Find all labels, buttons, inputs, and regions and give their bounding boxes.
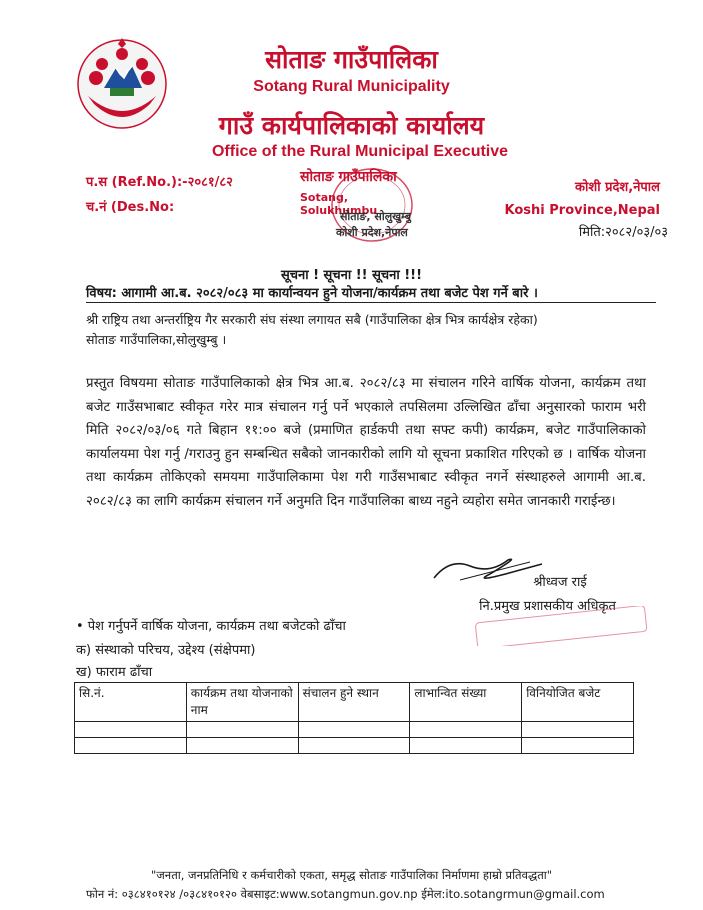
appendix-item-kha: ख) फाराम ढाँचा [76,665,153,680]
province-np: कोशी प्रदेश,नेपाल [575,180,660,195]
notice-body: प्रस्तुत विषयमा सोताङ गाउँपालिकाको क्षेत्र भित्र आ.ब. २०८२/८३ मा संचालन गरिने वार्षिक योजना, कार्यक्रम तथा बजेट गाउँसभाबाट स्वीकृत गरेर मात्र संचालन गर्नु पर्ने भएकाले तपसिलमा उल्लिखित ढाँचा अनुसारको फाराम भरी मिति २०८२/०३/०६ गते बिहान ११:०० बजे (प्रमाणित हार्डकपी तथा सफ्ट कपी) कार्यक्रम, बजेट गाउँपालिकाको कार्यालयमा पेश गर्नु /गराउनु हुन सम्बन्धित सबैको जानकारीको लागि यो सूचना प्रकाशित गरिएको छ । वार्षिक योजना तथा कार्यक्रम तोकिएको समयमा गाउँपालिकामा पेश गरी गाउँसभाबाट स्वीकृत नगर्ने संस्थाहरुले आगामी आ.ब. २०८२/८३ का लागि कार्यक्रम संचालन गर्ने अनुमति दिन गाउँपालिका बाध्य नहुने व्यहोरा समेत जानकारी गराईन्छ। [86,376,646,509]
ref-number: प.स (Ref.No.):-२०८१/८२ [86,175,233,190]
office-name-np: गाउँ कार्यपालिकाको कार्यालय [218,111,485,140]
signatory-name: श्रीध्वज राई [533,575,587,590]
dispatch-number: च.नं (Des.No: [86,200,175,215]
office-stamp [300,165,418,245]
issue-date: मिति:२०८२/०३/०३ [578,225,668,240]
stamp-line-3: सोताङ, सोलुखुम्बु [340,210,412,223]
table-row [75,722,634,738]
municipality-name-np: सोताङ गाउँपालिका [265,45,438,74]
col-header-program: कार्यक्रम तथा योजनाको नाम [186,683,298,722]
addressee-line-2: सोताङ गाउँपालिका,सोलुखुम्बु । [86,332,227,347]
col-header-serial: सि.नं. [75,683,187,722]
stamp-line-4: कोशी प्रदेश,नेपाल [336,226,408,239]
notice-subject: विषय: आगामी आ.ब. २०८२/०८३ मा कार्यान्वयन हुने योजना/कार्यक्रम तथा बजेट पेश गर्ने बारे । [86,283,656,303]
province-en: Koshi Province,Nepal [504,203,660,218]
col-header-beneficiaries: लाभान्वित संख्या [410,683,522,722]
col-header-location: संचालन हुने स्थान [298,683,410,722]
appendix-item-ka: क) संस्थाको परिचय, उद्देश्य (संक्षेपमा) [76,643,256,658]
notice-heading: सूचना ! सूचना !! सूचना !!! [280,268,423,283]
stamp-line-1: सोताङ गाउँपालिका [300,169,397,185]
office-name-en: Office of the Rural Municipal Executive [211,143,509,160]
signatory-stamp-icon [472,606,652,646]
stamp-line-2: Sotang, Solukhumbu [300,191,378,217]
appendix-bullet: • पेश गर्नुपर्ने वार्षिक योजना, कार्यक्रम तथा बजेटको ढाँचा [76,619,346,634]
col-header-budget: विनियोजित बजेट [522,683,634,722]
addressee-line-1: श्री राष्ट्रिय तथा अन्तर्राष्ट्रिय गैर सरकारी संघ संस्था लगायत सबै (गाउँपालिका क्षेत्र भित्र कार्यक्षेत्र रहेका) [86,312,538,327]
signatory-title: नि.प्रमुख प्रशासकीय अधिकृत [479,599,616,614]
table-row [75,738,634,754]
form-template-table [74,682,634,754]
table-header-row [75,683,634,722]
municipality-name-en: Sotang Rural Municipality [253,78,450,95]
footer-motto: "जनता, जनप्रतिनिधि र कर्मचारीको एकता, समृद्ध सोताङ गाउँपालिका निर्माणमा हाम्रो प्रतिवद्धता" [150,868,553,882]
footer-contact: फोन नं: ०३८४१०१२४ /०३८४१०१२० वेबसाइट:www.sotangmun.gov.np ईमेल:ito.sotangrmun@gmail.com [86,887,605,901]
